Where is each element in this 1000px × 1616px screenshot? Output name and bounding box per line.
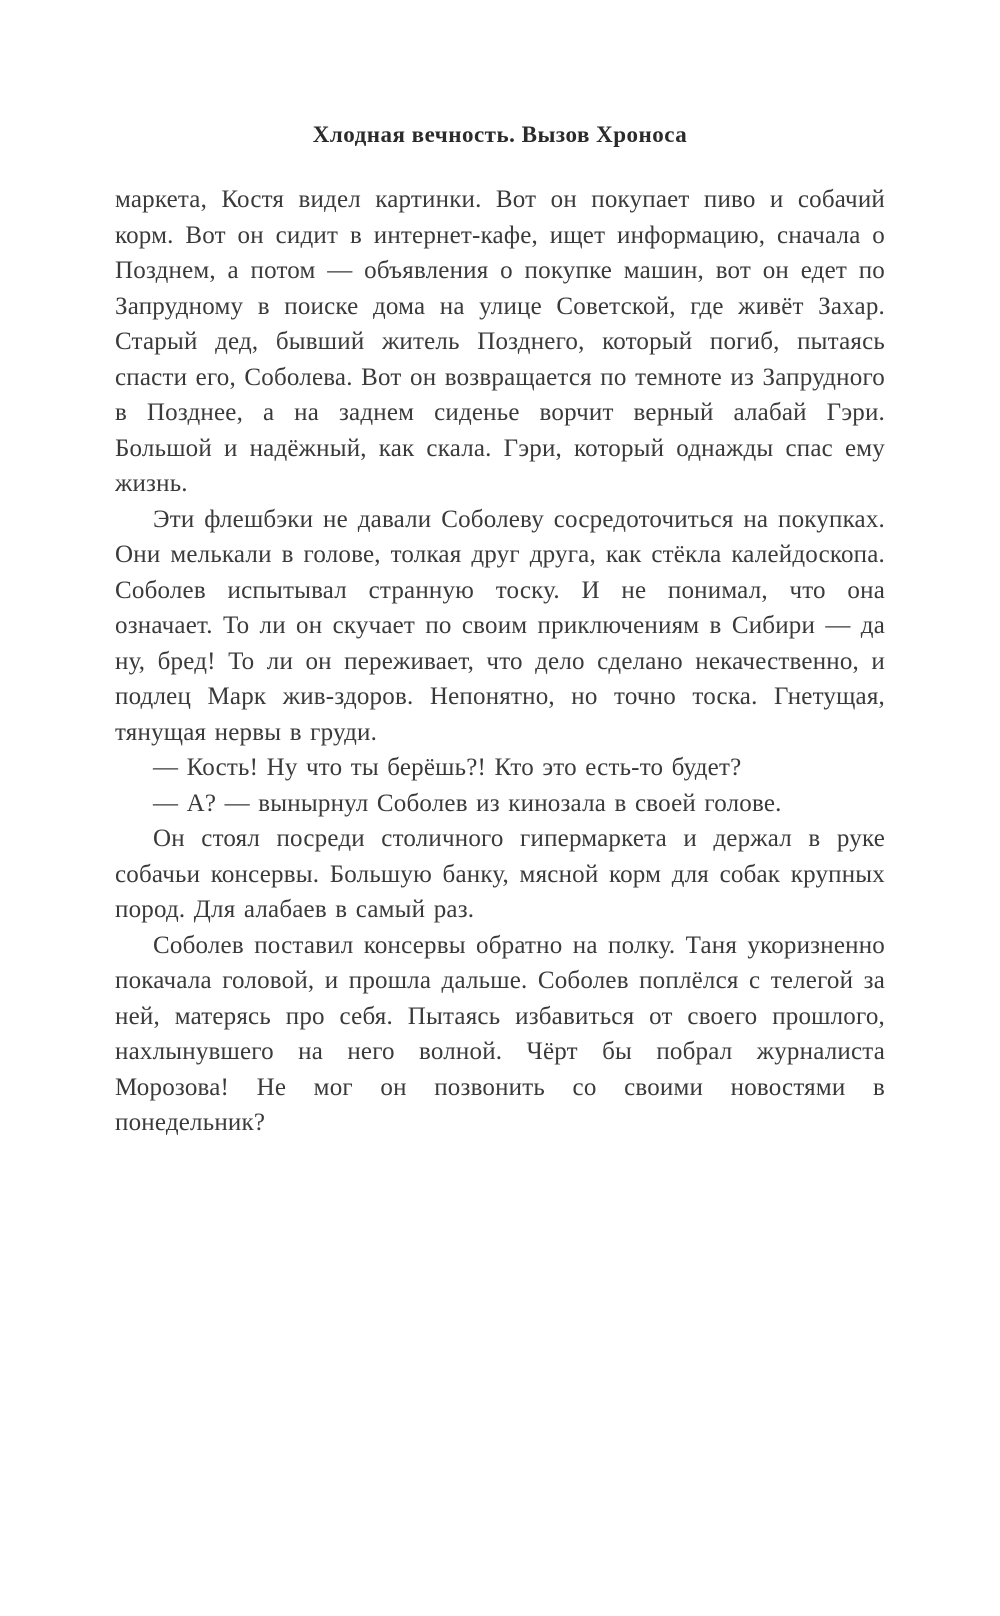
dialogue-paragraph: — А? — вынырнул Соболев из кинозала в своей голове. [153, 789, 782, 817]
paragraph: Он стоял посреди столичного гипермаркета и держал в руке собачьи консервы. Большую банку, мясной корм для собак крупных пород. Для алабаев в самый раз. [115, 825, 885, 923]
paragraph: Эти флешбэки не давали Соболеву сосредоточиться на покупках. Они мелькали в голове, толкая друг друга, как стёкла калейдоскопа. Соболев испытывал странную тоску. И не понимал, что она означает. То ли он скучает по своим приключениям в Сибири — да ну, бред! То ли он переживает, что дело сделано некачественно, и подлец Марк жив-здоров. Непонятно, но точно тоска. Гнетущая, тянущая нервы в груди. [115, 505, 885, 746]
dialogue-paragraph: — Кость! Ну что ты берёшь?! Кто это есть-то будет? [153, 754, 742, 781]
paragraph: Соболев поставил консервы обратно на полку. Таня укоризненно покачала головой, и прошла дальше. Соболев поплёлся с телегой за ней, матерясь про себя. Пытаясь избавиться от своего прошлого, нахлынувшего на него волной. Чёрт бы побрал журналиста Морозова! Не мог он позвонить со своими новостями в понедельник? [115, 931, 885, 1136]
running-header: Хлодная вечность. Вызов Хроноса [312, 122, 688, 147]
page-text [115, 182, 885, 1141]
paragraph: маркета, Костя видел картинки. Вот он покупает пиво и собачий корм. Вот он сидит в интернет-кафе, ищет информацию, сначала о Позднем, а потом — объявления о покупке машин, вот он едет по Запрудному в поиске дома на улице Советской, где живёт Захар. Старый дед, бывший житель Позднего, который погиб, пытаясь спасти его, Соболева. Вот он возвращается по темноте из Запрудного в Позднее, а на заднем сиденье ворчит верный алабай Гэри. Большой и надёжный, как скала. Гэри, который однажды спас ему жизнь. [115, 186, 885, 497]
